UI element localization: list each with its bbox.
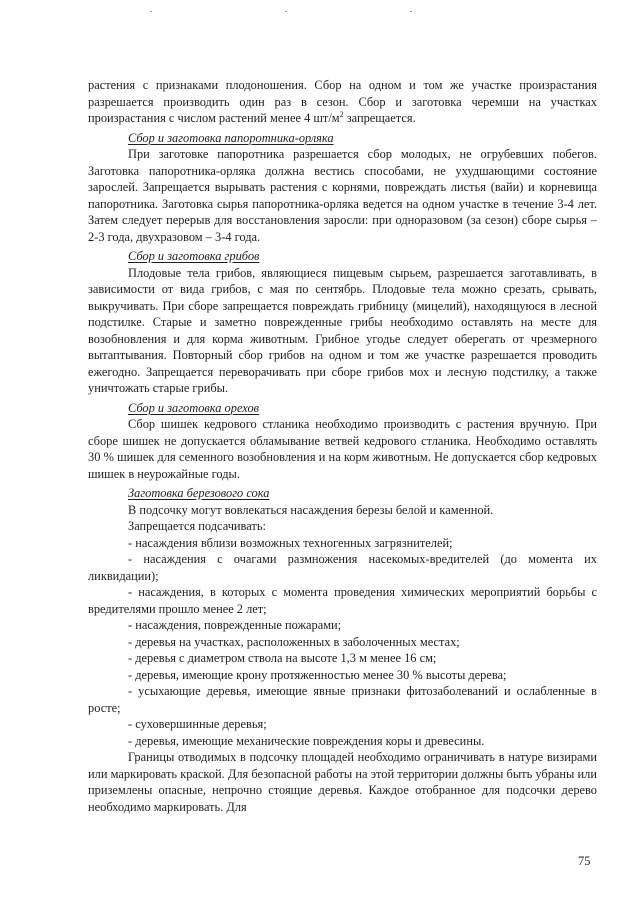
list-item: - насаждения, поврежденные пожарами; — [128, 618, 342, 632]
document-page — [88, 77, 597, 815]
mushrooms-heading: Сбор и заготовка грибов — [128, 249, 260, 263]
nuts-paragraph: Сбор шишек кедрового стланика необходимо производить с растения вручную. При сборе шишек не допускается обламывание ветвей кедрового стланика. Необходимо оставлять 30 % шишек для семенного возобновления и на корм животным. Не допускается сбор кедровых шишек в неурожайные годы. — [88, 417, 597, 481]
mushrooms-paragraph: Плодовые тела грибов, являющиеся пищевым сырьем, разрешается заготавливать, в зависимости от вида грибов, с мая по сентябрь. Плодовые тела можно срезать, срывать, выкручивать. При сборе запрещается повреждать грибницу (мицелий), находящуюся в лесной подстилке. Старые и заметно поврежденные грибы необходимо оставлять на месте для возобновления и для корма животным. Грибное угодье следует оберегать от чрезмерного вытаптывания. Повторный сбор грибов на одном и том же участке разрешается проводить ежегодно. Запрещается переворачивать при сборе грибов мох и лесную подстилку, а также уничтожать старые грибы. — [88, 265, 597, 395]
list-item: - насаждения с очагами размножения насекомых-вредителей (до момента их ликвидации); — [88, 552, 597, 583]
list-item: - деревья на участках, расположенных в заболоченных местах; — [128, 634, 460, 649]
nuts-heading: Сбор и заготовка орехов — [128, 400, 260, 415]
page-number: 75 — [578, 854, 591, 868]
scan-speck — [410, 11, 412, 12]
sap-paragraph-1: В подсочку могут вовлекаться насаждения березы белой и каменной. — [128, 502, 494, 517]
scan-speck — [285, 11, 287, 12]
list-item: - деревья, имеющие механические повреждения коры и древесины. — [128, 733, 485, 748]
scan-speck — [150, 11, 152, 12]
list-item: - деревья с диаметром ствола на высоте 1,3 м менее 16 см; — [128, 651, 437, 665]
intro-paragraph: растения с признаками плодоношения. Сбор на одном и том же участке произрастания разрешается производить один раз в сезон. Сбор и заготовка черемши на участках произрастания с числом растений менее 4 $шт/м^2$ запрещается. — [88, 78, 597, 125]
list-item: - усыхающие деревья, имеющие явные признаки фитозаболеваний и ослабленные в росте; — [88, 684, 597, 715]
fern-heading: Сбор и заготовка папоротника-орляка — [128, 130, 334, 145]
fern-paragraph: При заготовке папоротника разрешается сбор молодых, не огрубевших побегов. Заготовка папоротника-орляка должна вестись способами, не ухудшающими состояние зарослей. Запрещается вырывать растения с корнями, повреждать листья (вайи) и корневища папоротника. Заготовка сырья папоротника-орляка ведется на одном участке в течение 3-4 лет. Затем следует перерыв для восстановления заросли: при одноразовом (за сезон) сборе сырья – 2-3 года, двухразовом – 3-4 года. — [88, 147, 597, 244]
list-item: - деревья, имеющие крону протяженностью менее 30 % высоты дерева; — [128, 667, 507, 682]
list-item: - насаждения вблизи возможных техногенных загрязнителей; — [128, 535, 453, 550]
sap-heading: Заготовка березового сока — [128, 486, 270, 500]
list-item: - насаждения, в которых с момента проведения химических мероприятий борьбы с вредителями прошло менее 2 лет; — [88, 585, 597, 616]
prohibition-list — [88, 535, 597, 750]
sap-paragraph-2: Запрещается подсачивать: — [128, 519, 266, 533]
list-item: - суховершинные деревья; — [128, 717, 267, 731]
sap-closing-paragraph: Границы отводимых в подсочку площадей необходимо ограничивать в натуре визирами или маркировать краской. Для безопасной работы на этой территории должны быть убраны или приземлены опасные, непрочно стоящие деревья. Каждое отобранное для подсочки дерево необходимо маркировать. Для — [88, 750, 597, 814]
